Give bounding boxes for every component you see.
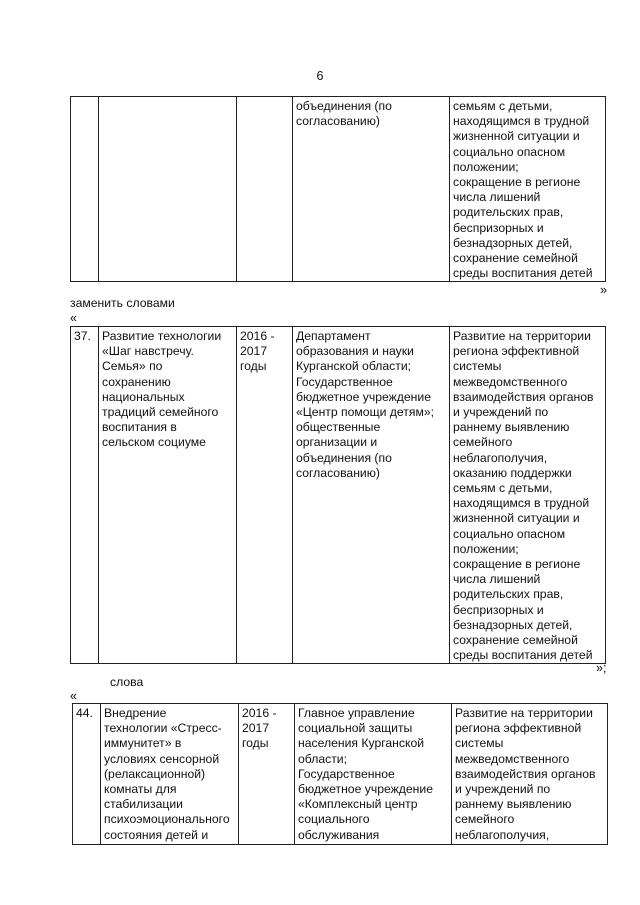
opening-quote: «	[70, 311, 77, 325]
closing-quote: »	[600, 283, 607, 297]
table-cell-years	[237, 97, 293, 282]
table-cell-result: семьям с детьми, находящимся в трудной жизненной ситуации и социально опасном положении; сокращение в регионе числа лишений родительских прав, беспризорных и безнадзорных детей, сохранение семейной среды воспитания детей	[450, 97, 606, 282]
table-continuation	[70, 96, 606, 282]
row-number: 37.	[71, 327, 99, 664]
measure-years: 2016 - 2017 годы	[237, 327, 293, 664]
table-row-44	[72, 703, 608, 845]
measure-executor: Департамент образования и науки Курганской области; Государственное бюджетное учреждение «Центр помощи детям»; общественные организации и объединения (по согласованию)	[293, 327, 450, 664]
measure-years: 2016 - 2017 годы	[239, 704, 295, 845]
closing-quote-semicolon: »;	[596, 661, 607, 675]
measure-name: Внедрение технологии «Стресс- иммунитет» в условиях сенсорной (релаксационной) комнаты для стабилизации психоэмоционального состояния детей и	[101, 704, 239, 845]
table-cell-executor: объединения (по согласованию)	[293, 97, 450, 282]
instruction-text: заменить словами	[70, 296, 175, 310]
measure-name: Развитие технологии «Шаг навстречу. Семья» по сохранению национальных традиций семейного воспитания в сельском социуме	[99, 327, 237, 664]
page-number: 6	[316, 69, 324, 83]
measure-result: Развитие на территории региона эффективной системы межведомственного взаимодействия органов и учреждений по раннему выявлению семейного неблагополучия, оказанию поддержки семьям с детьми, находящимся в трудной жизненной ситуации и социально опасном положении; сокращение в регионе числа лишений родительских прав, беспризорных и безнадзорных детей, сохранение семейной среды воспитания детей	[450, 327, 606, 664]
instruction-text-words: слова	[110, 675, 144, 689]
measure-executor: Главное управление социальной защиты населения Курганской области; Государственное бюджетное учреждение «Комплексный центр социального обслуживания	[295, 704, 452, 845]
table-row-37	[70, 326, 606, 664]
measure-result: Развитие на территории региона эффективной системы межведомственного взаимодействия органов и учреждений по раннему выявлению семейного неблагополучия,	[452, 704, 608, 845]
table-cell-name	[99, 97, 237, 282]
table-cell-number	[71, 97, 99, 282]
opening-quote-2: «	[70, 689, 77, 703]
row-number: 44.	[73, 704, 101, 845]
